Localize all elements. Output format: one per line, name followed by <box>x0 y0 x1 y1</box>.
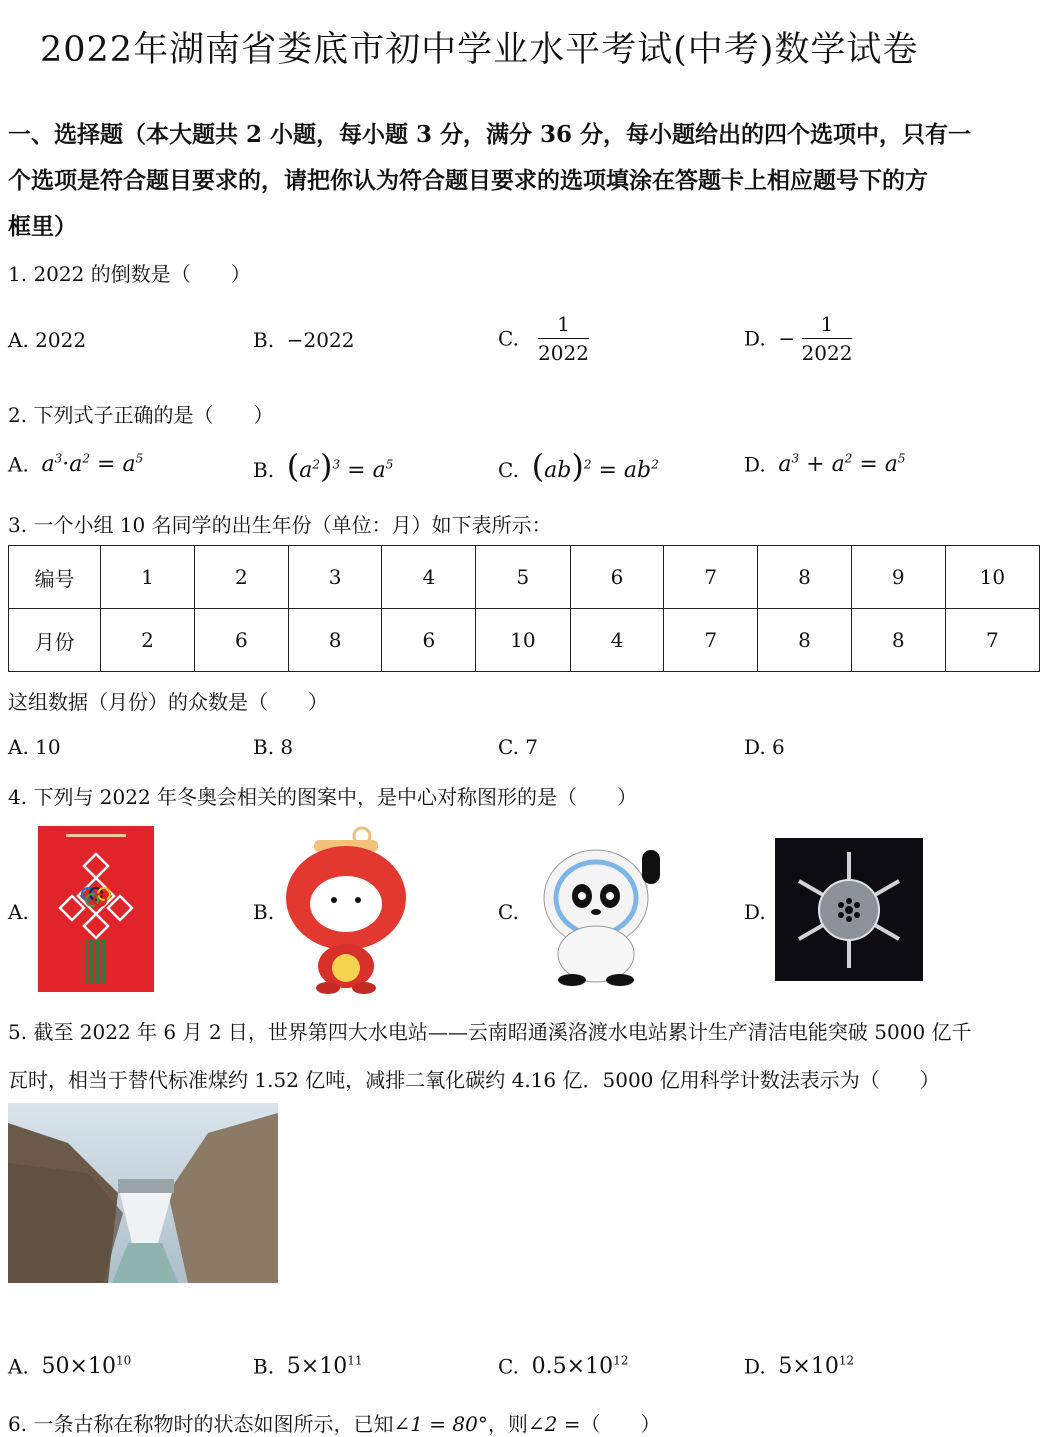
table-cell: 9 <box>851 546 945 609</box>
q2-option-c: C. $(ab)^2 = ab^2$ <box>498 447 659 485</box>
q4-option-a-label: A. <box>8 900 29 924</box>
question-4-stem: 4. 下列与 2022 年冬奥会相关的图案中，是中心对称图形的是（ ） <box>8 785 638 809</box>
q1-option-d: D. − $\frac{1}{2022}$ <box>744 312 853 365</box>
q1-option-b-value: −2022 <box>286 328 355 352</box>
table-cell: 2 <box>101 609 195 672</box>
q3-option-b: B. 8 <box>253 735 294 759</box>
q3-option-c: C. 7 <box>498 735 539 759</box>
question-3-stem: 3. 一个小组 10 名同学的出生年份（单位：月）如下表所示： <box>8 513 552 537</box>
chinese-knot-image <box>38 826 154 992</box>
q4-option-c-label: C. <box>498 900 519 924</box>
table-header-cell: 编号 <box>9 546 101 609</box>
section-heading-line2: 个选项是符合题目要求的，请把你认为符合题目要求的选项填涂在答题卡上相应题号下的方 <box>8 167 928 194</box>
question-5-line2: 瓦时，相当于替代标准煤约 1.52 亿吨，减排二氧化碳约 4.16 亿．5000 亿用科学计数法表示为（ ） <box>8 1068 940 1092</box>
table-cell: 4 <box>382 546 476 609</box>
q6-angle2-formula: ∠2 = <box>527 1412 581 1436</box>
table-row <box>9 609 1040 672</box>
section-heading-line3: 框里） <box>8 213 77 240</box>
q5-option-c-value: $0.5\times 10^{12}$ <box>531 1354 629 1380</box>
table-cell: 7 <box>664 546 758 609</box>
q2-option-a: A. $a^3\cdot a^2 = a^5$ <box>8 452 144 478</box>
table-cell: 6 <box>194 609 288 672</box>
shuey-rhon-rhon-mascot-image <box>280 826 410 994</box>
page-title: 2022年湖南省娄底市初中学业水平考试(中考)数学试卷 <box>40 30 919 70</box>
q5-option-d-value: $5\times 10^{12}$ <box>778 1354 855 1380</box>
q5-option-a-value: $50\times 10^{10}$ <box>41 1354 132 1380</box>
table-cell: 7 <box>664 609 758 672</box>
q1-option-c-fraction: $\frac{1}{2022}$ <box>538 312 589 365</box>
q6-angle1-formula: ∠1 = 80° <box>393 1412 488 1436</box>
table-cell: 8 <box>851 609 945 672</box>
q2-option-b: B. $(a^2)^3 = a^5$ <box>253 447 394 485</box>
q5-option-d: D. $5\times 10^{12}$ <box>744 1354 855 1380</box>
q3-option-a: A. 10 <box>8 735 61 759</box>
table-cell: 2 <box>194 546 288 609</box>
table-cell: 6 <box>570 546 664 609</box>
q5-option-b-value: $5\times 10^{11}$ <box>286 1354 363 1380</box>
table-header-cell: 月份 <box>9 609 101 672</box>
q5-option-b: B. $5\times 10^{11}$ <box>253 1354 363 1380</box>
q2-option-d: D. $a^3 + a^2 = a^5$ <box>744 452 906 478</box>
table-cell: 4 <box>570 609 664 672</box>
q2-option-c-formula: $(ab)^2 = ab^2$ <box>531 447 659 485</box>
table-cell: 8 <box>758 546 852 609</box>
table-cell: 1 <box>101 546 195 609</box>
q4-option-d-label: D. <box>744 900 766 924</box>
q5-option-c: C. $0.5\times 10^{12}$ <box>498 1354 629 1380</box>
q2-option-a-formula: $a^3\cdot a^2 = a^5$ <box>41 452 144 478</box>
table-cell: 5 <box>476 546 570 609</box>
question-5-line1: 5. 截至 2022 年 6 月 2 日，世界第四大水电站——云南昭通溪洛渡水电站累计生产清洁电能突破 5000 亿千 <box>8 1020 972 1044</box>
table-cell: 7 <box>945 609 1039 672</box>
q1-option-a: A. 2022 <box>8 328 87 352</box>
q5-option-a: A. $50\times 10^{10}$ <box>8 1354 132 1380</box>
bing-dwen-dwen-mascot-image <box>526 836 676 986</box>
question-1-stem: 1. 2022 的倒数是（ ） <box>8 262 251 286</box>
table-cell: 8 <box>758 609 852 672</box>
q2-option-d-formula: $a^3 + a^2 = a^5$ <box>778 452 906 478</box>
table-row <box>9 546 1040 609</box>
table-cell: 3 <box>288 546 382 609</box>
hydropower-dam-photo <box>8 1103 278 1283</box>
question-2-stem: 2. 下列式子正确的是（ ） <box>8 403 274 427</box>
q2-option-b-formula: $(a^2)^3 = a^5$ <box>286 447 394 485</box>
table-cell: 10 <box>476 609 570 672</box>
q4-option-b-label: B. <box>253 900 275 924</box>
section-heading-line1: 一、选择题（本大题共 2 小题，每小题 3 分，满分 36 分，每小题给出的四个选项中，只有一 <box>8 121 972 148</box>
table-cell: 8 <box>288 609 382 672</box>
table-cell: 6 <box>382 609 476 672</box>
question-6-stem: 6. 一条古称在称物时的状态如图所示，已知∠1 = 80°，则∠2 =（ ） <box>8 1412 661 1436</box>
question-3-followup: 这组数据（月份）的众数是（ ） <box>8 690 328 714</box>
q1-option-b: B. −2022 <box>253 328 355 352</box>
birth-month-table <box>8 545 1040 672</box>
table-cell: 10 <box>945 546 1039 609</box>
q1-option-c: C. $\frac{1}{2022}$ <box>498 312 589 365</box>
snowflake-image <box>775 838 923 981</box>
q1-option-d-fraction: $\frac{1}{2022}$ <box>801 312 853 365</box>
q3-option-d: D. 6 <box>744 735 785 759</box>
